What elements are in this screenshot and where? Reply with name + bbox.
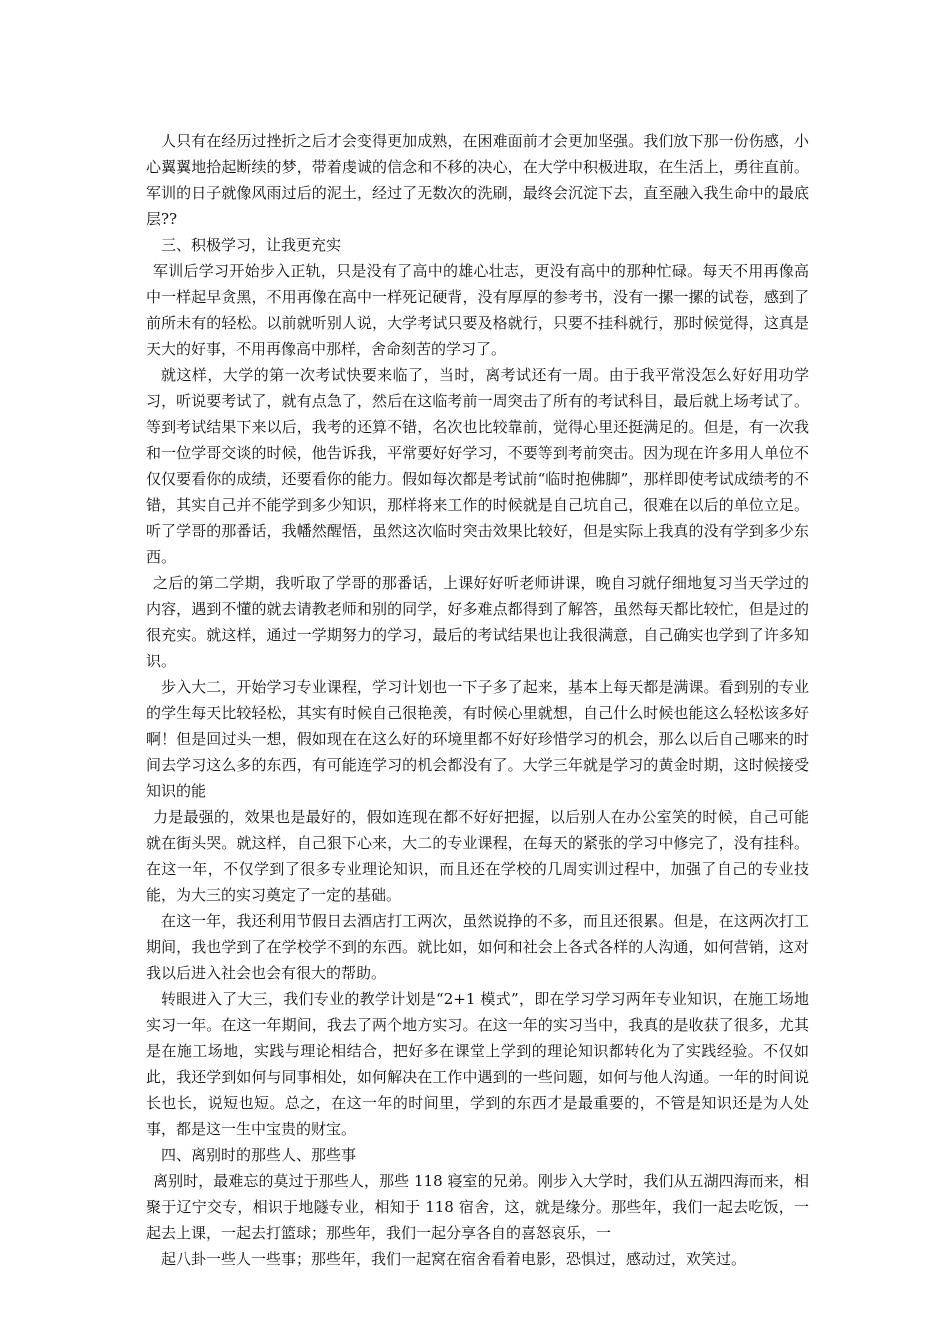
paragraph-farewell-cont: 起八卦一些人一些事；那些年，我们一起窝在宿舍看着电影，恐惧过，感动过，欢笑过。: [161, 1250, 747, 1268]
paragraph-farewell: 离别时，最难忘的莫过于那些人，那些 118 寝室的兄弟。刚步入大学时，我们从五湖四海而来，相聚于辽宁交专，相识于地隧专业，相知于 118 宿舍，这，就是缘分。那些年，我们一起去吃饭，一起去上课，一起去打篮球；那些年，我们一起分享各自的喜怒哀乐，一: [146, 1172, 809, 1242]
paragraph-after-training: 军训后学习开始步入正轨，只是没有了高中的雄心壮志，更没有高中的那种忙碌。每天不用再像高中一样起早贪黑，不用再像在高中一样死记硬背，没有厚厚的参考书，没有一摞一摞的试卷，感到了前所未有的轻松。以前就听别人说，大学考试只要及格就行，只要不挂科就行，那时候觉得，这真是天大的好事，不用再像高中那样，舍命刻苦的学习了。: [146, 262, 809, 358]
paragraph-sophomore-cont: 力是最强的，效果也是最好的，假如连现在都不好好把握，以后别人在办公室笑的时候，自己可能就在街头哭。就这样，自己狠下心来，大二的专业课程，在每天的紧张的学习中修完了，没有挂科。在这一年，不仅学到了很多专业理论知识，而且还在学校的几周实训过程中，加强了自己的专业技能，为大三的实习奠定了一定的基础。: [146, 808, 809, 904]
paragraph-junior: 转眼进入了大三，我们专业的教学计划是“2+1 模式”，即在学习学习两年专业知识，在施工场地实习一年。在这一年期间，我去了两个地方实习。在这一年的实习当中，我真的是收获了很多，尤其是在施工场地，实践与理论相结合，把好多在课堂上学到的理论知识都转化为了实践经验。不仅如此，我还学到如何与同事相处，如何解决在工作中遇到的一些问题，如何与他人沟通。一年的时间说长也长，说短也短。总之，在这一年的时间里，学到的东西才是最重要的，不管是知识还是为人处事，都是这一生中宝贵的财宝。: [146, 990, 809, 1138]
paragraph-sophomore: 步入大二，开始学习专业课程，学习计划也一下子多了起来，基本上每天都是满课。看到别的专业的学生每天比较轻松，其实有时候自己很艳羡，有时候心里就想，自己什么时候也能这么轻松该多好啊！但是回过头一想，假如现在在这么好的环境里都不好好珍惜学习的机会，那么以后自己哪来的时间去学习这么多的东西，有可能连学习的机会都没有了。大学三年就是学习的黄金时期，这时候接受知识的能: [146, 678, 809, 800]
section-heading-4: 四、离别时的那些人、那些事: [161, 1146, 357, 1164]
paragraph-part-time: 在这一年，我还利用节假日去酒店打工两次，虽然说挣的不多，而且还很累。但是，在这两次打工期间，我也学到了在学校学不到的东西。就比如，如何和社会上各式各样的人沟通，如何营销，这对我以后进入社会也会有很大的帮助。: [146, 912, 809, 982]
document-body: [146, 128, 809, 1272]
paragraph-setback: 人只有在经历过挫折之后才会变得更加成熟，在困难面前才会更加坚强。我们放下那一份伤感，小心翼翼地拾起断续的梦，带着虔诚的信念和不移的决心，在大学中积极进取，在生活上，勇往直前。军训的日子就像风雨过后的泥土，经过了无数次的洗刷，最终会沉淀下去，直至融入我生命中的最底层??: [146, 132, 809, 228]
section-heading-3: 三、积极学习，让我更充实: [161, 236, 342, 254]
paragraph-first-exam: 就这样，大学的第一次考试快要来临了，当时，离考试还有一周。由于我平常没怎么好好用功学习，听说要考试了，就有点急了，然后在这临考前一周突击了所有的考试科目，最后就上场考试了。等到考试结果下来以后，我考的还算不错，名次也比较靠前，觉得心里还挺满足的。但是，有一次我和一位学哥交谈的时候，他告诉我，平常要好好学习，不要等到考前突击。因为现在许多用人单位不仅仅要看你的成绩，还要看你的能力。假如每次都是考试前“临时抱佛脚”，那样即使考试成绩考的不错，其实自己并不能学到多少知识，那样将来工作的时候就是自己坑自己，很难在以后的单位立足。听了学哥的那番话，我幡然醒悟，虽然这次临时突击效果比较好，但是实际上我真的没有学到多少东西。: [146, 366, 809, 566]
paragraph-second-term: 之后的第二学期，我听取了学哥的那番话，上课好好听老师讲课，晚自习就仔细地复习当天学过的内容，遇到不懂的就去请教老师和别的同学，好多难点都得到了解答，虽然每天都比较忙，但是过的很充实。就这样，通过一学期努力的学习，最后的考试结果也让我很满意，自己确实也学到了许多知识。: [146, 574, 809, 670]
